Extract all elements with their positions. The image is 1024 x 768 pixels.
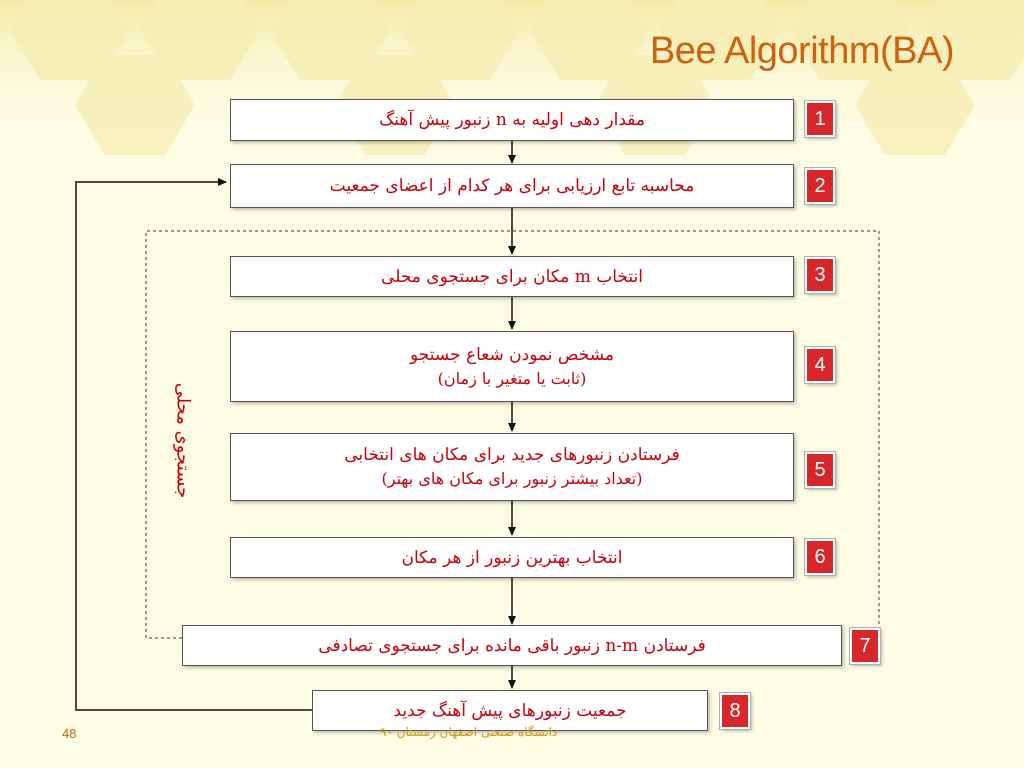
- step-subtext: (تعداد بیشتر زنبور برای مکان های بهتر): [381, 469, 643, 488]
- step-text: انتخاب بهترین زنبور از هر مکان: [401, 547, 623, 568]
- step-box-7: [182, 625, 842, 666]
- step-number-badge: 5: [805, 452, 835, 488]
- step-number-badge: 2: [805, 168, 835, 204]
- step-box-5: [230, 433, 794, 501]
- step-text: فرستادن n-m زنبور باقی مانده برای جستجوی تصادفی: [318, 635, 706, 656]
- local-search-text: جستجوی محلی: [172, 382, 194, 498]
- slide-title: Bee Algorithm(BA): [649, 30, 954, 72]
- local-search-label: [158, 370, 208, 510]
- step-text: مشخص نمودن شعاع جستجو: [410, 344, 615, 365]
- step-subtext: (ثابت یا متغیر با زمان): [437, 368, 587, 388]
- step-number-badge: 7: [850, 628, 880, 664]
- footer-text: دانشگاه صنعتی اصفهان زمستان ۹۰: [380, 725, 558, 739]
- step-text: جمعیت زنبورهای پیش آهنگ جدید: [393, 700, 627, 721]
- step-number-badge: 8: [720, 693, 750, 729]
- step-number-badge: 1: [805, 101, 835, 137]
- step-box-2: [230, 164, 794, 208]
- step-box-6: [230, 537, 794, 578]
- step-box-4: [230, 331, 794, 402]
- step-text: مقدار دهی اولیه به n زنبور پیش آهنگ: [379, 110, 645, 130]
- step-number-badge: 6: [805, 539, 835, 575]
- step-box-3: [230, 256, 794, 297]
- page-number: 48: [62, 726, 77, 741]
- step-text: فرستادن زنبورهای جدید برای مکان های انتخابی: [344, 445, 680, 465]
- step-box-1: [230, 99, 794, 141]
- step-number-badge: 3: [805, 257, 835, 293]
- step-text: محاسبه تابع ارزیابی برای هر کدام از اعضای جمعیت: [329, 176, 695, 196]
- step-text: انتخاب m مکان برای جستجوی محلی: [381, 266, 643, 287]
- step-number-badge: 4: [805, 347, 835, 383]
